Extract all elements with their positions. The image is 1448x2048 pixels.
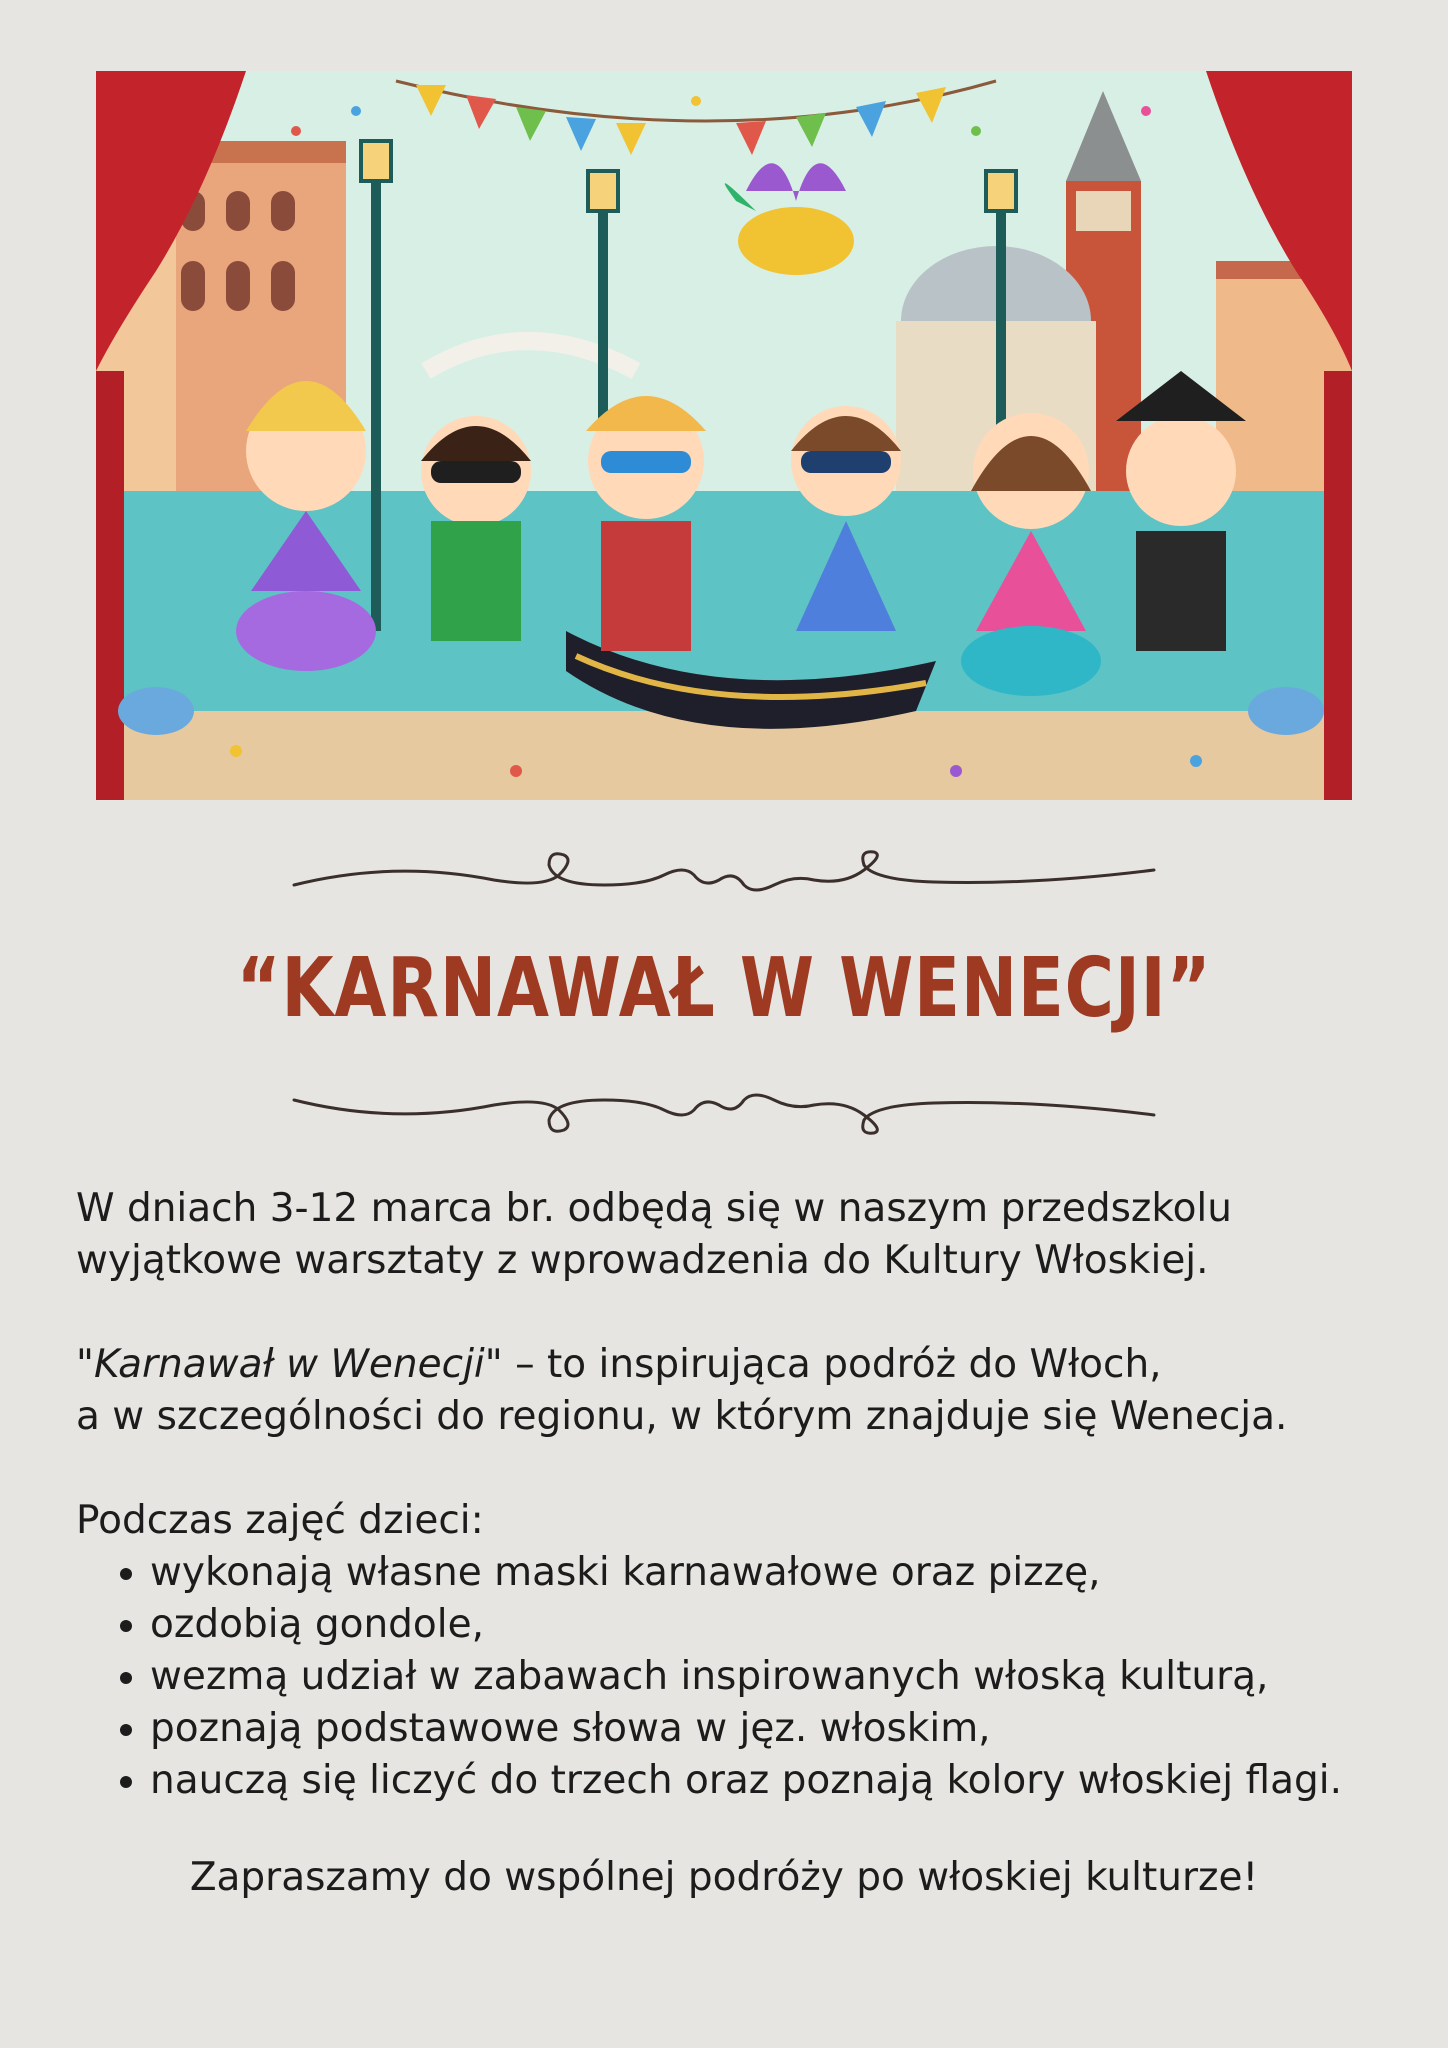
top-divider-flourish	[0, 840, 1448, 910]
bottom-divider-flourish	[0, 1075, 1448, 1145]
activities-list	[76, 1547, 1376, 1807]
activities-heading: Podczas zajęć dzieci:	[76, 1498, 484, 1543]
body-text	[76, 1183, 1376, 1807]
activities-section	[76, 1495, 1376, 1807]
event-name-italic: "Karnawał w Wenecji"	[76, 1342, 503, 1387]
activity-item: • ozdobią gondole,	[150, 1599, 1376, 1651]
closing-invitation: Zapraszamy do wspólnej podróży po włoskiej kulturze!	[189, 1855, 1259, 1900]
intro-paragraph	[76, 1183, 1376, 1287]
description-line-2: a w szczególności do regionu, w którym znajduje się Wenecja.	[76, 1394, 1288, 1439]
carnival-illustration	[96, 71, 1352, 800]
description-line-1-rest: – to inspirująca podróż do Włoch,	[502, 1342, 1162, 1387]
activity-item: • wezmą udział w zabawach inspirowanych włoską kulturą,	[150, 1651, 1376, 1703]
activity-item: • wykonają własne maski karnawałowe oraz pizzę,	[150, 1547, 1376, 1599]
description-paragraph	[76, 1339, 1376, 1443]
intro-line-2: wyjątkowe warsztaty z wprowadzenia do Kultury Włoskiej.	[76, 1238, 1209, 1283]
activity-item: • poznają podstawowe słowa w jęz. włoskim,	[150, 1703, 1376, 1755]
intro-line-1: W dniach 3-12 marca br. odbędą się w naszym przedszkolu	[76, 1186, 1232, 1231]
page-title: “KARNAWAŁ W WENECJI”	[236, 941, 1212, 1036]
activity-item: • nauczą się liczyć do trzech oraz poznają kolory włoskiej flagi.	[150, 1755, 1376, 1807]
